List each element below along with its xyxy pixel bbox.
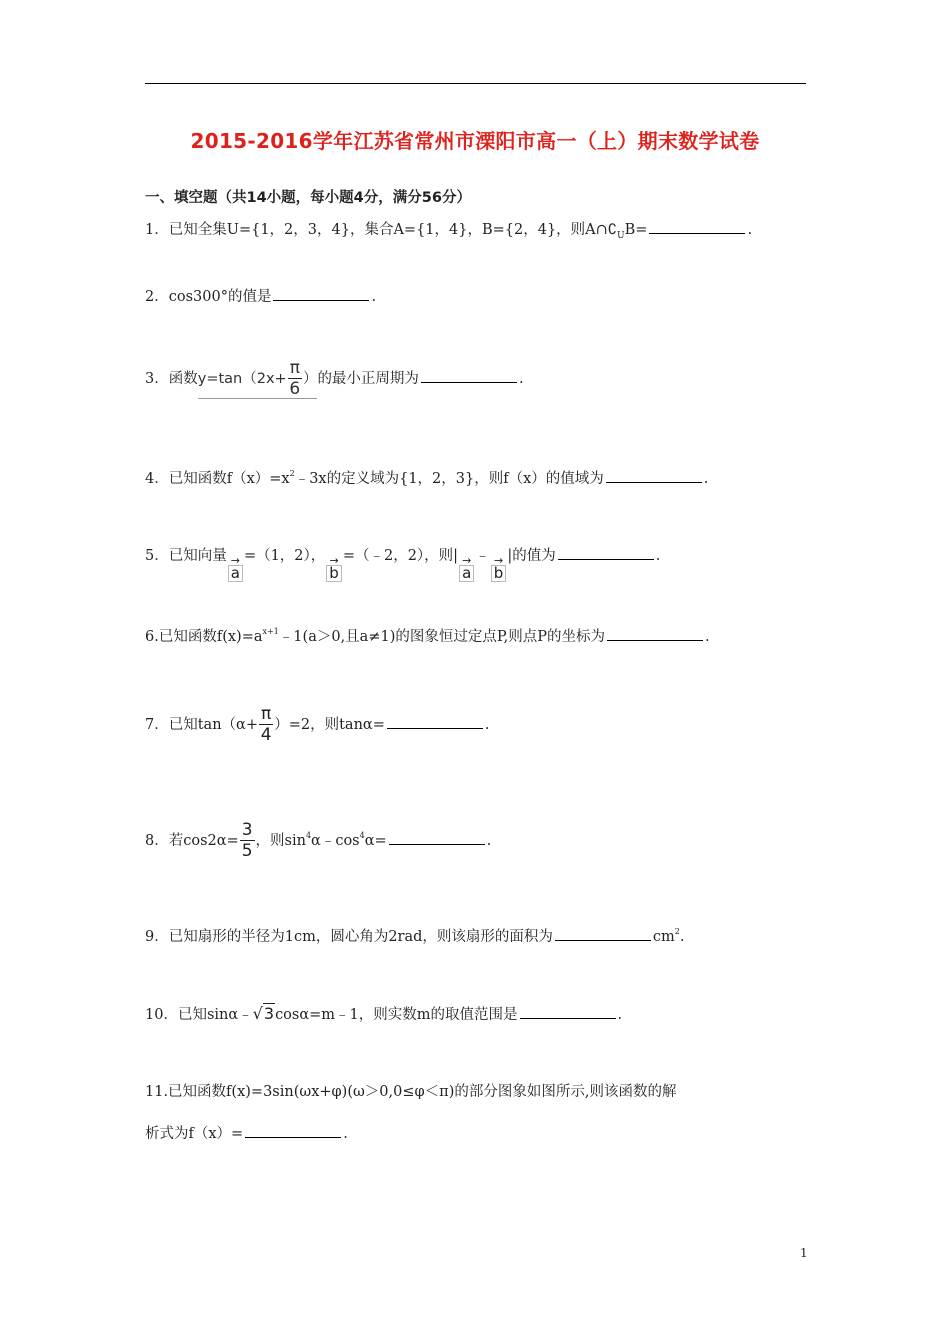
vector-b xyxy=(326,556,342,582)
question-2-end: . xyxy=(371,289,377,305)
question-9 xyxy=(145,926,684,947)
section-heading: 一、填空题（共14小题，每小题4分，满分56分） xyxy=(145,190,471,206)
question-5-post: |的值为 xyxy=(507,548,556,564)
question-10-pre: 10．已知sinα﹣ xyxy=(145,1007,253,1023)
question-11-line2: 析式为f（x）= xyxy=(145,1126,244,1142)
question-2 xyxy=(145,286,376,307)
question-8-end: . xyxy=(486,833,492,849)
vector-a xyxy=(228,556,243,582)
question-11-end: . xyxy=(343,1126,348,1142)
question-8-post: α= xyxy=(364,833,387,849)
unit: cm xyxy=(652,929,675,945)
vector-letter: a xyxy=(228,565,243,582)
superscript: 4 xyxy=(305,831,312,840)
vector-letter: a xyxy=(459,565,474,582)
question-7-end: . xyxy=(484,717,490,733)
superscript: x+1 xyxy=(262,627,279,636)
question-4-post: ﹣3x的定义域为{1，2，3}，则f（x）的值域为 xyxy=(294,471,604,487)
question-1-text: 1．已知全集U={1，2，3，4}，集合A={1，4}，B={2，4}，则A∩∁ xyxy=(145,222,618,238)
answer-blank-7[interactable] xyxy=(387,714,483,729)
question-3-end: . xyxy=(518,371,524,387)
question-7 xyxy=(145,706,489,744)
question-11 xyxy=(145,1083,676,1102)
question-5-mid: =（﹣2，2），则| xyxy=(342,548,459,564)
radical-icon: √ xyxy=(252,1004,263,1023)
question-5-mid: =（1，2）， xyxy=(243,548,326,564)
fraction-numerator: 3 xyxy=(241,820,253,840)
question-4 xyxy=(145,468,708,489)
vector-arrow-icon: → xyxy=(329,554,339,567)
question-1-sub: U xyxy=(617,230,625,241)
question-9-end: . xyxy=(679,929,685,945)
minus-sign: ﹣ xyxy=(475,548,490,564)
question-2-text: 2．cos300°的值是 xyxy=(145,289,272,305)
question-1-tail: B= xyxy=(624,222,648,238)
question-11-continued xyxy=(145,1122,348,1143)
answer-blank-5[interactable] xyxy=(558,545,654,560)
question-1-end: . xyxy=(747,222,753,238)
question-10-end: . xyxy=(617,1007,623,1023)
vector-a xyxy=(459,556,474,582)
question-8-mid: α﹣cos xyxy=(311,833,360,849)
vector-arrow-icon: → xyxy=(230,554,240,567)
question-3-post: 的最小正周期为 xyxy=(317,371,419,387)
page-number: 1 xyxy=(800,1246,808,1260)
superscript: 2 xyxy=(289,469,295,478)
answer-blank-3[interactable] xyxy=(421,368,517,383)
answer-blank-1[interactable] xyxy=(649,219,745,234)
vector-arrow-icon: → xyxy=(493,554,504,567)
question-8-mid: ，则sin xyxy=(255,833,306,849)
answer-blank-10[interactable] xyxy=(520,1004,616,1019)
question-10-post: cosα=m﹣1，则实数m的取值范围是 xyxy=(275,1007,518,1023)
vector-letter: b xyxy=(326,565,342,582)
question-6 xyxy=(145,626,710,647)
formula-part: ） xyxy=(302,371,318,387)
superscript: 2 xyxy=(674,927,680,936)
top-rule xyxy=(145,83,806,84)
question-11-line1: 11.已知函数f(x)=3sin(ωx+φ)(ω＞0,0≤φ＜π)的部分图象如图所示,则该函数的解 xyxy=(145,1084,677,1100)
square-root xyxy=(253,1003,275,1023)
vector-letter: b xyxy=(491,565,507,582)
fraction xyxy=(240,822,255,860)
question-3-formula xyxy=(198,360,318,399)
superscript: 4 xyxy=(359,831,365,840)
question-8-pre: 8．若cos2α= xyxy=(145,833,239,849)
answer-blank-6[interactable] xyxy=(607,626,703,641)
question-5 xyxy=(145,545,660,582)
vector-arrow-icon: → xyxy=(462,554,472,567)
vector-b xyxy=(491,556,507,582)
question-7-post: ）=2，则tanα= xyxy=(274,717,385,733)
question-3-pre: 3．函数 xyxy=(145,371,198,387)
question-9-pre: 9．已知扇形的半径为1cm，圆心角为2rad，则该扇形的面积为 xyxy=(145,929,553,945)
answer-blank-11[interactable] xyxy=(245,1123,341,1138)
question-6-end: . xyxy=(705,629,710,645)
answer-blank-4[interactable] xyxy=(606,468,702,483)
question-1 xyxy=(145,219,752,243)
fraction-numerator: π xyxy=(289,358,300,378)
question-7-pre: 7．已知tan（α+ xyxy=(145,717,258,733)
answer-blank-8[interactable] xyxy=(389,830,485,845)
question-6-pre: 6.已知函数f(x)=a xyxy=(145,629,263,645)
question-5-end: . xyxy=(655,548,661,564)
fraction-denominator: 4 xyxy=(260,725,272,745)
fraction-denominator: 6 xyxy=(289,379,301,399)
fraction-denominator: 5 xyxy=(241,841,253,861)
question-4-end: . xyxy=(703,471,709,487)
radicand: 3 xyxy=(263,1004,275,1023)
fraction-numerator: π xyxy=(260,704,272,724)
question-3 xyxy=(145,360,524,399)
question-10 xyxy=(145,1004,622,1025)
page-title: 2015-2016学年江苏省常州市溧阳市高一（上）期末数学试卷 xyxy=(190,129,760,153)
formula-part: y=tan（2x+ xyxy=(197,371,287,387)
question-8 xyxy=(145,822,491,860)
fraction xyxy=(259,706,273,744)
fraction xyxy=(288,360,302,398)
question-4-pre: 4．已知函数f（x）=x xyxy=(145,471,290,487)
question-5-pre: 5．已知向量 xyxy=(145,548,227,564)
answer-blank-2[interactable] xyxy=(273,286,369,301)
answer-blank-9[interactable] xyxy=(555,926,651,941)
question-6-post: ﹣1(a＞0,且a≠1)的图象恒过定点P,则点P的坐标为 xyxy=(278,629,606,645)
